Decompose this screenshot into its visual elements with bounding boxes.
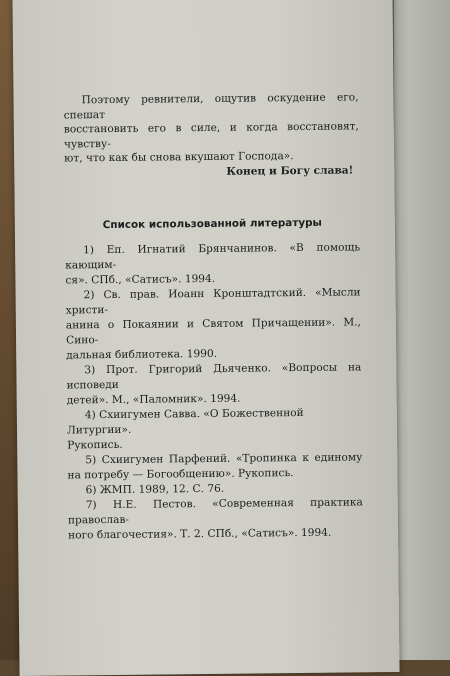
bibliography-line: детей». М., «Паломник». 1994.: [66, 392, 241, 407]
bibliography-item: [66, 285, 362, 363]
intro-line: ют, что как бы снова вкушают Господа».: [64, 150, 294, 165]
bibliography-line: 6) ЖМП. 1989, 12. С. 76.: [85, 482, 225, 496]
bibliography-line: 4) Схиигумен Савва. «О Божественной Литургии».: [66, 406, 304, 437]
bibliography-item: [68, 495, 363, 543]
bibliography-line: ного благочестия». Т. 2. СПб., «Сатисъ». 1994.: [68, 526, 332, 542]
bibliography-list: [65, 240, 363, 543]
bibliography-line: ся». СПб., «Сатисъ». 1994.: [65, 272, 216, 287]
ending-phrase: Конец и Богу слава!: [226, 164, 354, 178]
page-content: [63, 90, 363, 543]
bibliography-item: [66, 360, 361, 408]
bibliography-line: Рукопись.: [67, 438, 123, 452]
bibliography-line: 1) Еп. Игнатий Брянчанинов. «В помощь кающим-: [65, 240, 361, 272]
intro-paragraph: [63, 90, 359, 166]
intro-line: Поэтому ревнители, ощутив оскудение его, спешат: [63, 91, 359, 122]
bibliography-title: Список использованной литературы: [102, 216, 322, 231]
bibliography-line: анина о Покаянии и Святом Причащении». М., Сино-: [65, 315, 361, 347]
bibliography-line: дальная библиотека. 1990.: [66, 347, 218, 362]
bibliography-line: на потребу — Богообщению». Рукопись.: [67, 466, 294, 482]
bibliography-line: 7) Н.Е. Пестов. «Современная практика православ-: [67, 495, 363, 527]
bibliography-item: [67, 450, 362, 483]
bibliography-line: 5) Схиигумен Парфений. «Тропинка к единому: [85, 450, 363, 466]
bibliography-line: 2) Св. прав. Иоанн Кронштадтский. «Мысли христи-: [65, 285, 361, 317]
bibliography-item: [67, 405, 362, 453]
bibliography-line: 3) Прот. Григорий Дьяченко. «Вопросы на исповеди: [66, 360, 362, 392]
bibliography-item: [65, 240, 360, 288]
intro-line: восстановить его в силе, и когда восстановят, чувству-: [63, 120, 359, 151]
book-page: [12, 0, 399, 676]
